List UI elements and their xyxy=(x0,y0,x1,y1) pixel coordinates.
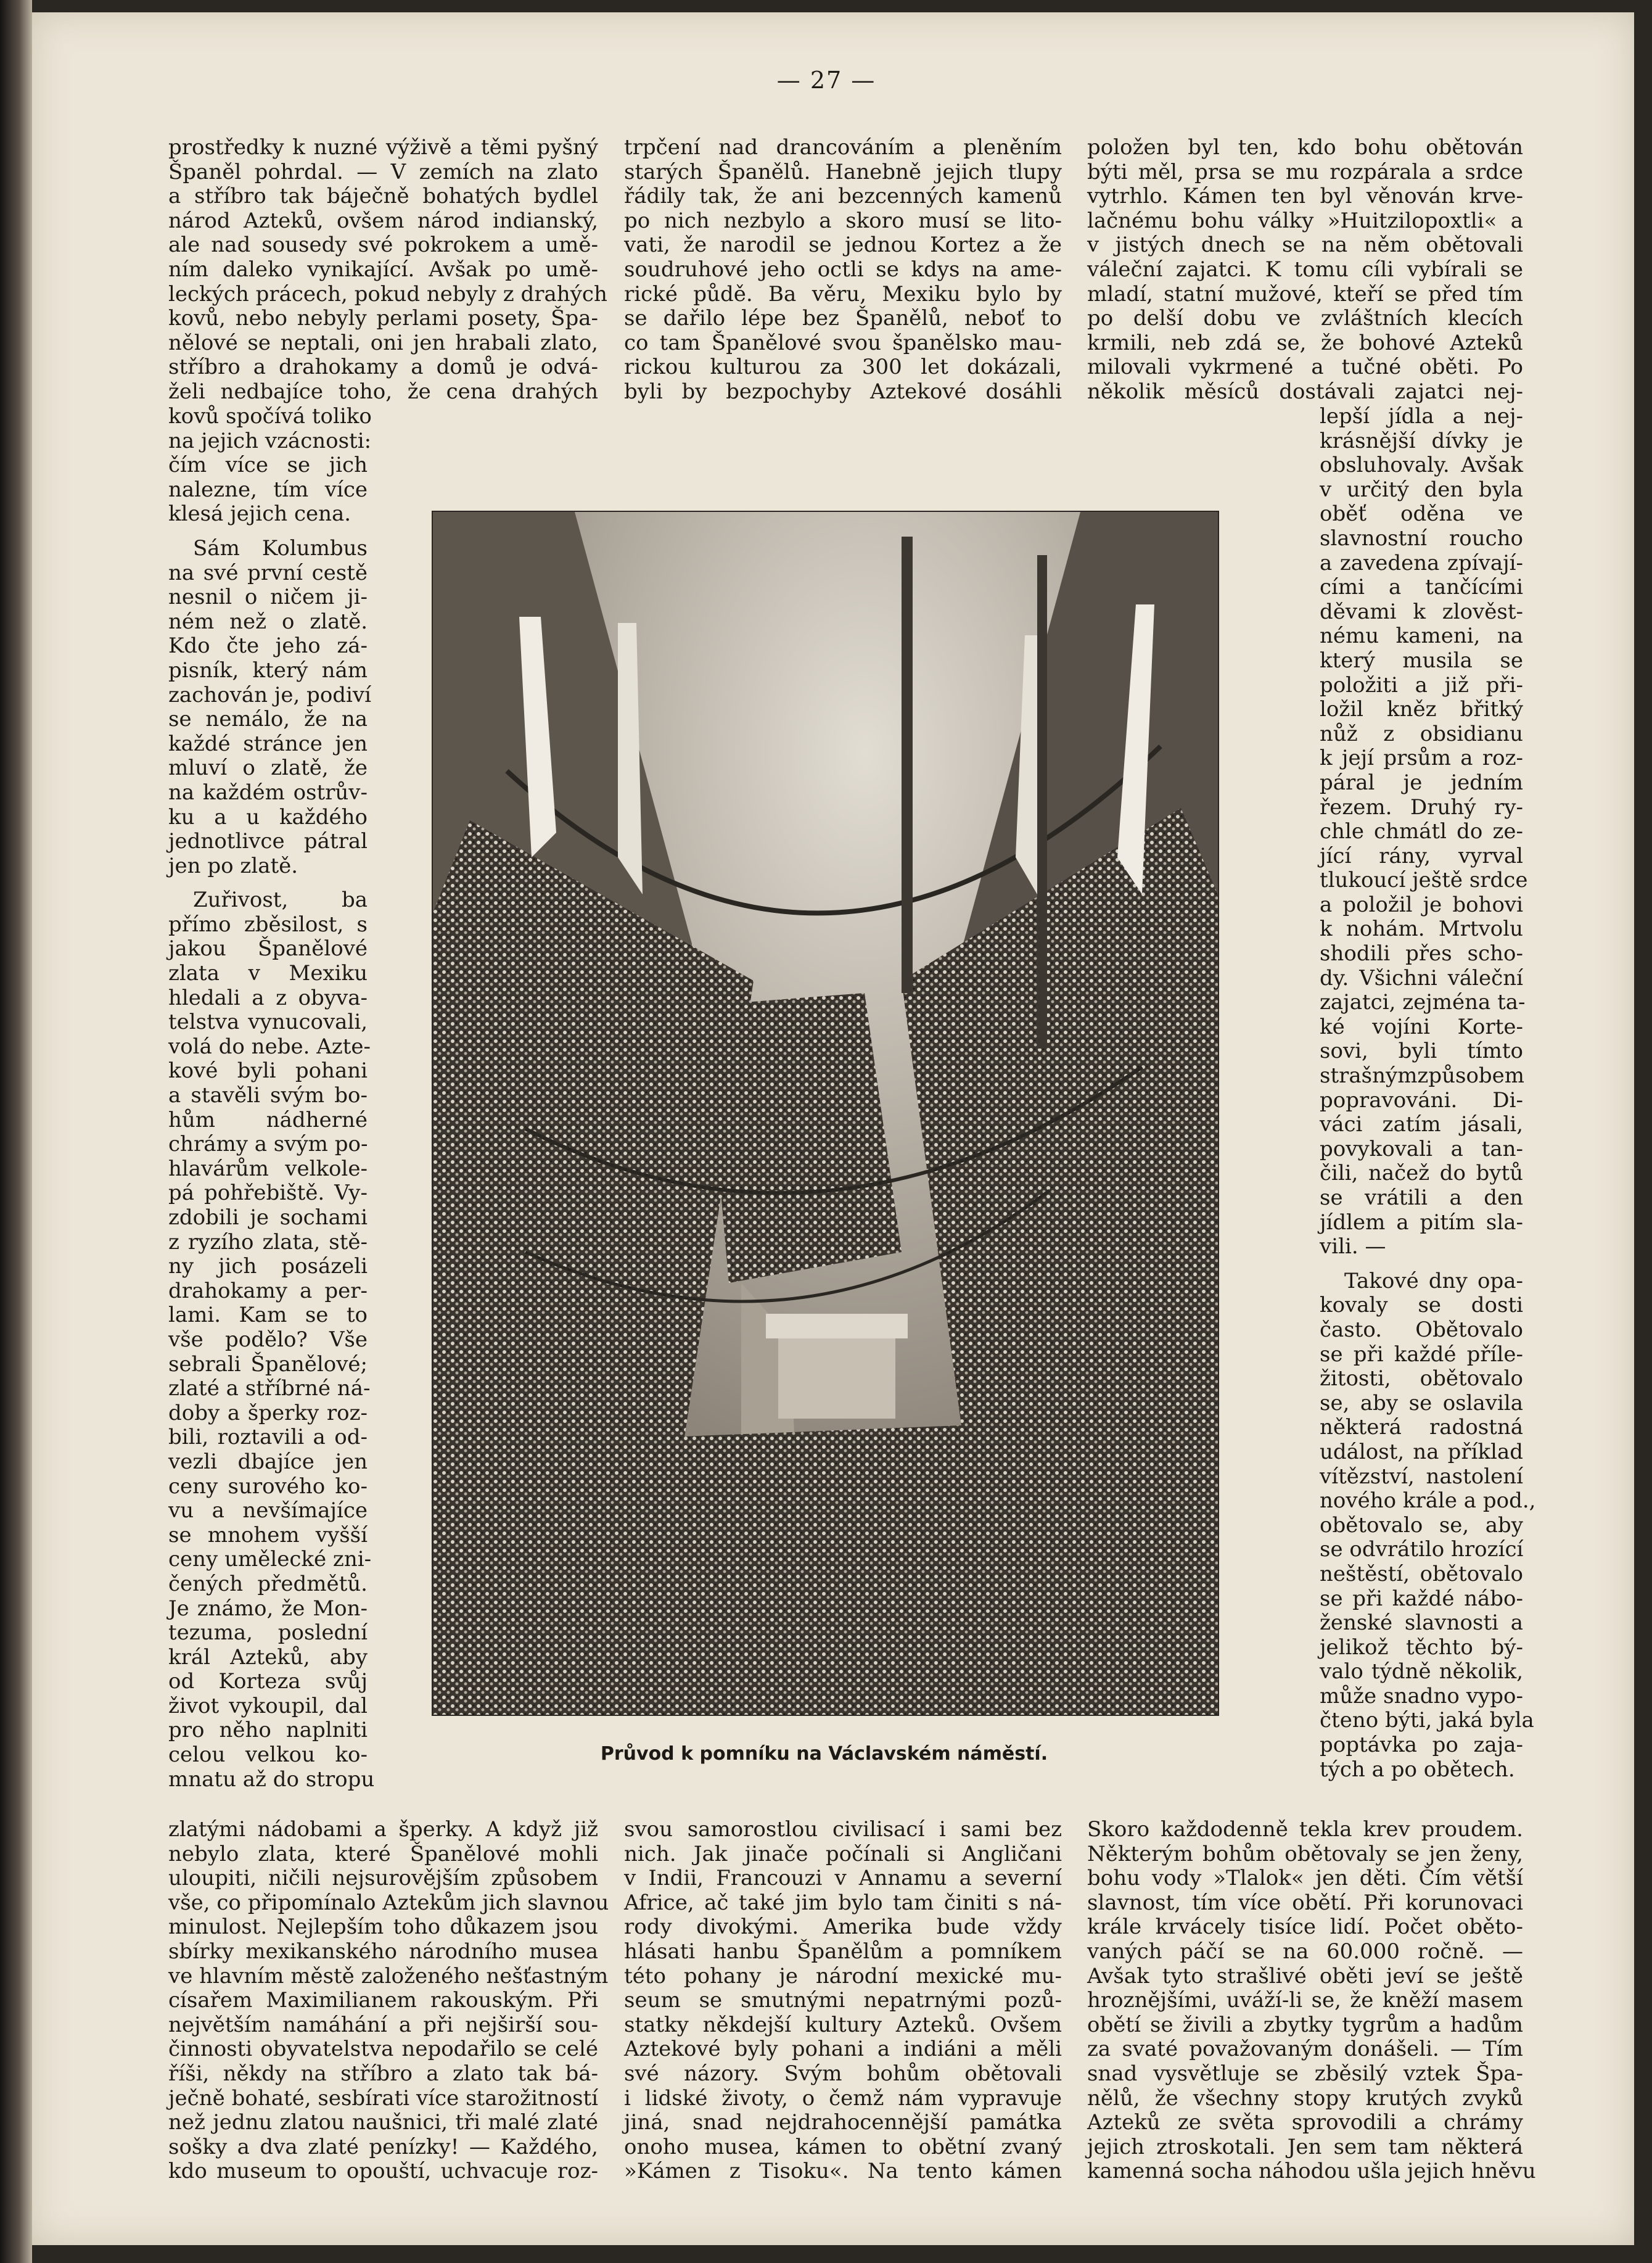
text-line: prostředky k nuzné výživě a těmi pyšný xyxy=(168,135,598,160)
text-line: shodili přes scho- xyxy=(1320,941,1523,967)
text-line: hům nádherné xyxy=(168,1107,368,1132)
text-line: nebylo zlata, které Španělové mohli xyxy=(168,1841,598,1866)
text-line: kamenná socha náhodou ušla jejich hněvu xyxy=(1087,2159,1536,2184)
text-line: několik měsíců dostávali zajatci nej- xyxy=(1087,379,1523,404)
text-line: nělů, že všechny stopy krutých zvyků xyxy=(1087,2085,1523,2111)
text-line: této pohany je národní mexické mu- xyxy=(624,1963,1062,1989)
text-line: než jednu zlatou naušnici, tři malé zlaté xyxy=(168,2110,598,2135)
text-line: lepší jídla a nej- xyxy=(1320,404,1523,429)
text-line: milovali vykrmené a tučné oběti. Po xyxy=(1087,355,1523,380)
text-line: a položil je bohovi xyxy=(1320,892,1523,917)
text-line: mluví o zlatě, že xyxy=(168,756,368,781)
text-line: z ryzího zlata, stě- xyxy=(168,1229,368,1255)
text-line: sebrali Španělové; xyxy=(168,1351,368,1377)
text-line: rody divokými. Amerika bude vždy xyxy=(624,1915,1062,1940)
text-line: čím více se jich xyxy=(168,453,368,478)
text-line: ve hlavním městě založeného nešťastným xyxy=(168,1963,609,1989)
text-line: bili, roztavili a od- xyxy=(168,1425,368,1450)
text-line: vaných páčí se na 60.000 ročně. — xyxy=(1087,1939,1523,1964)
text-line: mnatu až do stropu xyxy=(168,1766,375,1792)
text-line: čených předmětů. xyxy=(168,1571,368,1596)
text-line: seum se smutnými nepatrnými pozů- xyxy=(624,1988,1062,2013)
text-line: volá do nebe. Azte- xyxy=(168,1034,371,1059)
text-line: hroznějšími, uváží-li se, že kněží masem xyxy=(1087,1988,1523,2013)
text-line: soudruhové jeho octli se kdys na ame- xyxy=(624,257,1062,282)
text-line: činnosti obyvatelstva nepodařilo se celé xyxy=(168,2037,598,2062)
text-line: zlaté a stříbrné ná- xyxy=(168,1376,371,1401)
text-line: vše, co připomínalo Aztekům jich slavnou xyxy=(168,1890,609,1915)
text-line: žitosti, obětovalo xyxy=(1320,1366,1523,1391)
text-line: popravováni. Di- xyxy=(1320,1087,1523,1113)
text-line: pisník, který nám xyxy=(168,657,368,683)
column-left-bottom xyxy=(168,1817,609,2184)
text-line: za svaté považovaným donášeli. — Tím xyxy=(1087,2037,1523,2062)
text-line: k její prsům a roz- xyxy=(1320,746,1523,771)
text-line: národ Azteků, ovšem národ indianský, xyxy=(168,208,598,233)
text-line: oběť oděna ve xyxy=(1320,501,1523,527)
column-left-narrow xyxy=(168,404,375,1792)
text-line: a stříbro tak báječně bohatých bydlel xyxy=(168,184,598,209)
text-line: a stavěli svým bo- xyxy=(168,1083,368,1108)
text-line: na každém ostrův- xyxy=(168,780,368,805)
text-line: který musila se xyxy=(1320,648,1523,673)
text-line: neštěstí, obětovalo xyxy=(1320,1561,1523,1586)
text-line: dy. Všichni váleční xyxy=(1320,965,1523,991)
text-line: ale nad sousedy své pokrokem a umě- xyxy=(168,233,598,258)
text-line: v jistých dnech se na něm obětovali xyxy=(1087,233,1523,258)
book-spine xyxy=(0,0,32,2263)
text-line: jelikož těchto bý- xyxy=(1320,1634,1523,1660)
text-line: jednotlivce pátral xyxy=(168,829,368,854)
text-line: ceny umělecké zni- xyxy=(168,1547,372,1572)
text-line: mladí, statní mužové, kteří se před tím xyxy=(1087,281,1523,307)
column-right-narrow xyxy=(1320,404,1536,1782)
text-line: položen byl ten, kdo bohu obětován xyxy=(1087,135,1523,160)
text-line: Některým bohům obětovaly se jen ženy, xyxy=(1087,1841,1523,1866)
text-line: kové byli pohani xyxy=(168,1058,368,1084)
text-line: pro něho naplniti xyxy=(168,1718,368,1743)
text-line: slavnost, tím více obětí. Při korunovaci xyxy=(1087,1890,1523,1915)
text-line: nalezne, tím více xyxy=(168,477,368,502)
text-line: od Korteza svůj xyxy=(168,1669,368,1694)
text-line: jejich ztroskotali. Jen sem tam některá xyxy=(1087,2134,1523,2159)
text-line: trpčení nad drancováním a pleněním xyxy=(624,135,1062,160)
text-line: strašnýmzpůsobem xyxy=(1320,1063,1525,1089)
text-line: váci zatím jásali, xyxy=(1320,1112,1523,1137)
text-line: Je známo, že Mon- xyxy=(168,1596,368,1621)
text-line: svou samorostlou civilisací i sami bez xyxy=(624,1817,1062,1842)
text-line: nesnil o ničem ji- xyxy=(168,585,368,610)
text-line: uloupiti, ničili nejsurovějším způsobem xyxy=(168,1866,598,1891)
text-line: Avšak tyto strašlivé oběti jeví se ještě xyxy=(1087,1963,1523,1989)
text-line: zajatci, zejména ta- xyxy=(1320,990,1526,1015)
text-line: událost, na příklad xyxy=(1320,1439,1523,1464)
text-line: i lidské životy, o čemž nám vypravuje xyxy=(624,2085,1062,2111)
text-line: se při každé nábo- xyxy=(1320,1586,1523,1611)
text-line: krásnější dívky je xyxy=(1320,428,1523,453)
text-line: obsluhovaly. Avšak xyxy=(1320,453,1523,478)
parade-photo-illustration xyxy=(433,512,1218,1715)
text-line: nového krále a pod., xyxy=(1320,1488,1536,1514)
text-line: vítězství, nastolení xyxy=(1320,1464,1523,1489)
text-line: telstva vynucovali, xyxy=(168,1010,368,1035)
text-line: kovaly se dosti xyxy=(1320,1293,1523,1318)
text-line: vezli dbajíce jen xyxy=(168,1449,368,1474)
text-line: jen po zlatě. xyxy=(168,853,298,878)
text-line: se při každé příle- xyxy=(1320,1342,1523,1367)
text-line: snad vysvětluje se zběsilý vztek Špa- xyxy=(1087,2061,1523,2086)
text-line: Zuřivost, ba xyxy=(193,888,368,913)
text-line: Kdo čte jeho zá- xyxy=(168,633,368,659)
text-line: povykovali a tan- xyxy=(1320,1136,1523,1161)
text-line: »Kámen z Tisoku«. Na tento kámen xyxy=(624,2159,1062,2184)
text-line: a zavedena zpívají- xyxy=(1320,550,1523,575)
column-right-top xyxy=(1087,136,1523,405)
text-line: na jejich vzácnosti: xyxy=(168,428,372,453)
text-line: páral je jedním xyxy=(1320,770,1523,795)
text-line: některá radostná xyxy=(1320,1415,1523,1440)
text-line: sošky a dva zlaté penízky! — Každého, xyxy=(168,2134,598,2159)
text-line: drahokamy a per- xyxy=(168,1278,368,1303)
text-line: lami. Kam se to xyxy=(168,1303,368,1328)
text-line: stříbro a drahokamy a domů je odvá- xyxy=(168,355,598,380)
text-line: položiti a již při- xyxy=(1320,672,1523,698)
text-line: cími a tančícími xyxy=(1320,575,1523,600)
text-line: slavnostní roucho xyxy=(1320,526,1523,551)
text-line: minulost. Nejlepším toho důkazem jsou xyxy=(168,1915,598,1940)
parade-photo xyxy=(432,511,1219,1716)
text-line: klesá jejich cena. xyxy=(168,501,351,527)
text-line: zlata v Mexiku xyxy=(168,961,368,986)
column-left-top xyxy=(168,135,607,405)
text-line: své názory. Svým bohům obětovali xyxy=(624,2061,1062,2086)
text-line: hledali a z obyva- xyxy=(168,985,368,1010)
text-line: největším namáhání a při nejširší sou- xyxy=(168,2012,598,2037)
text-line: rickou kulturou za 300 let dokázali, xyxy=(624,355,1062,380)
text-line: Skoro každodenně tekla krev proudem. xyxy=(1087,1817,1523,1842)
text-line: vu a nevšímajíce xyxy=(168,1498,368,1523)
text-line: se dařilo lépe bez Španělů, neboť to xyxy=(624,306,1062,331)
text-line: se, aby se oslavila xyxy=(1320,1390,1523,1416)
text-line: býti měl, prsa se mu rozpárala a srdce xyxy=(1087,159,1523,184)
text-line: se odvrátilo hrozící xyxy=(1320,1537,1524,1562)
page-number: — 27 — xyxy=(776,67,876,94)
text-line: jící rány, vyrval xyxy=(1320,843,1523,868)
text-line: sbírky mexikanského národního musea xyxy=(168,1939,598,1964)
column-middle-top xyxy=(624,136,1062,405)
text-line: život vykoupil, dal xyxy=(168,1693,368,1718)
text-line: ny jich posázeli xyxy=(168,1254,368,1279)
text-line: král Azteků, aby xyxy=(168,1644,368,1670)
column-middle-bottom xyxy=(624,1818,1062,2184)
text-line: jídlem a pitím sla- xyxy=(1320,1210,1523,1235)
text-line: pá pohřebiště. Vy- xyxy=(168,1181,368,1206)
text-line: váleční zajatci. K tomu cíli vybírali se xyxy=(1087,257,1523,282)
text-line: řezem. Druhý ry- xyxy=(1320,794,1523,820)
text-line: byli by bezpochyby Aztekové dosáhli xyxy=(624,379,1062,404)
text-line: ním daleko vynikající. Avšak po umě- xyxy=(168,257,598,282)
text-line: obětovalo se, aby xyxy=(1320,1512,1523,1538)
text-line: často. Obětovalo xyxy=(1320,1317,1523,1342)
text-line: obětí se živili a zbytky tygrům a hadům xyxy=(1087,2012,1523,2037)
text-line: jiná, snad nejdrahocennější památka xyxy=(624,2110,1062,2135)
text-line: se nemálo, že na xyxy=(168,707,368,732)
text-line: Sám Kolumbus xyxy=(193,535,368,561)
text-line: zdobili je sochami xyxy=(168,1205,368,1230)
text-line: čteno býti, jaká byla xyxy=(1320,1708,1534,1733)
text-line: vili. — xyxy=(1320,1234,1386,1259)
text-line: onoho musea, kámen to obětní zvaný xyxy=(624,2134,1062,2159)
text-line: jakou Španělové xyxy=(168,936,368,962)
text-line: po nich nezbylo a skoro musí se lito- xyxy=(624,208,1062,233)
text-line: kdo museum to opouští, uchvacuje roz- xyxy=(168,2159,598,2184)
text-line: poptávka po zaja- xyxy=(1320,1733,1523,1758)
text-line: statky někdejší kultury Azteků. Ovšem xyxy=(624,2012,1062,2037)
text-line: Aztekové byly pohani a indiáni a měli xyxy=(624,2037,1062,2062)
text-line: sovi, byli tímto xyxy=(1320,1039,1523,1064)
text-line: se vrátili a den xyxy=(1320,1185,1523,1210)
text-line: může snadno vypo- xyxy=(1320,1683,1523,1709)
text-line: vše podělo? Vše xyxy=(168,1327,368,1352)
text-line: kovů, nebo nebyly perlami posety, Špa- xyxy=(168,306,598,331)
text-line: nému kameni, na xyxy=(1320,624,1523,649)
text-line: vytrhlo. Kámen ten byl věnován krve- xyxy=(1087,184,1523,209)
text-line: Španěl pohrdal. — V zemích na zlato xyxy=(168,159,598,184)
text-line: nůž z obsidianu xyxy=(1320,721,1523,746)
text-line: tezuma, poslední xyxy=(168,1620,368,1646)
text-line: vati, že narodil se jednou Kortez a že xyxy=(624,233,1062,258)
text-line: císařem Maximilianem rakouským. Při xyxy=(168,1988,598,2013)
text-line: Africe, ač také jim bylo tam činiti s ná- xyxy=(624,1890,1062,1915)
text-line: tlukoucí ještě srdce xyxy=(1320,868,1528,893)
text-line: přímo zběsilost, s xyxy=(168,912,368,937)
text-line: v určitý den byla xyxy=(1320,477,1523,502)
text-line: chrámy a svým po- xyxy=(168,1132,368,1157)
text-line: ké vojíni Korte- xyxy=(1320,1014,1523,1039)
text-line: každé stránce jen xyxy=(168,731,368,756)
text-line: leckých prácech, pokud nebyly z drahých xyxy=(168,281,607,307)
text-line: starých Španělů. Hanebně jejich tlupy xyxy=(624,159,1062,184)
text-line: Takové dny opa- xyxy=(1344,1268,1523,1293)
text-line: valo týdně několik, xyxy=(1320,1659,1523,1684)
text-line: Azteků ze světa sprovodili a chrámy xyxy=(1087,2110,1523,2135)
photo-caption: Průvod k pomníku na Václavském náměstí. xyxy=(600,1743,1048,1765)
text-line: krmili, neb zdá se, že bohové Azteků xyxy=(1087,330,1523,355)
text-line: ném než o zlatě. xyxy=(168,609,368,634)
text-line: nělové se neptali, oni jen hrabali zlato, xyxy=(168,330,598,355)
text-line: celou velkou ko- xyxy=(168,1742,368,1768)
text-line: tých a po obětech. xyxy=(1320,1757,1515,1782)
text-line: nich. Jak jinače počínali si Angličani xyxy=(624,1841,1062,1866)
text-line: ceny surového ko- xyxy=(168,1474,368,1499)
text-line: zachován je, podiví xyxy=(168,682,372,707)
text-line: bohu vody »Tlalok« jen děti. Čím větší xyxy=(1087,1866,1523,1891)
text-line: hlavárům velkole- xyxy=(168,1156,368,1181)
text-line: chle chmátl do ze- xyxy=(1320,819,1523,844)
text-line: se mnohem vyšší xyxy=(168,1522,368,1548)
text-line: říši, někdy na stříbro a zlato tak bá- xyxy=(168,2061,598,2086)
text-line: řádily tak, že ani bezcenných kamenů xyxy=(624,184,1062,209)
text-line: zlatými nádobami a šperky. A když již xyxy=(168,1817,598,1842)
text-line: v Indii, Francouzi v Annamu a severní xyxy=(624,1866,1062,1891)
text-line: ku a u každého xyxy=(168,804,368,830)
text-line: čili, načež do bytů xyxy=(1320,1161,1523,1186)
text-line: doby a šperky roz- xyxy=(168,1400,368,1425)
text-line: děvami k zlověst- xyxy=(1320,599,1523,624)
text-line: ječně bohaté, sesbírati více starožitností xyxy=(168,2085,598,2111)
text-line: na své první cestě xyxy=(168,560,368,585)
text-line: k nohám. Mrtvolu xyxy=(1320,917,1523,942)
text-line: ložil kněz břitký xyxy=(1320,697,1523,722)
text-line: rické půdě. Ba věru, Mexiku bylo by xyxy=(624,281,1062,307)
text-line: hlásati hanbu Španělům a pomníkem xyxy=(624,1939,1062,1964)
text-line: lačnému bohu války »Huitzilopoxtli« a xyxy=(1087,208,1523,233)
text-line: ženské slavnosti a xyxy=(1320,1610,1523,1636)
text-line: po delší dobu ve zvláštních klecích xyxy=(1087,306,1523,331)
column-right-bottom xyxy=(1087,1817,1536,2184)
text-line: želi nedbajíce toho, že cena drahých xyxy=(168,379,598,404)
text-line: kovů spočívá toliko xyxy=(168,404,372,429)
text-line: co tam Španělové svou španělsko mau- xyxy=(624,330,1062,355)
text-line: krále krvácely tisíce lidí. Počet oběto- xyxy=(1087,1915,1523,1940)
